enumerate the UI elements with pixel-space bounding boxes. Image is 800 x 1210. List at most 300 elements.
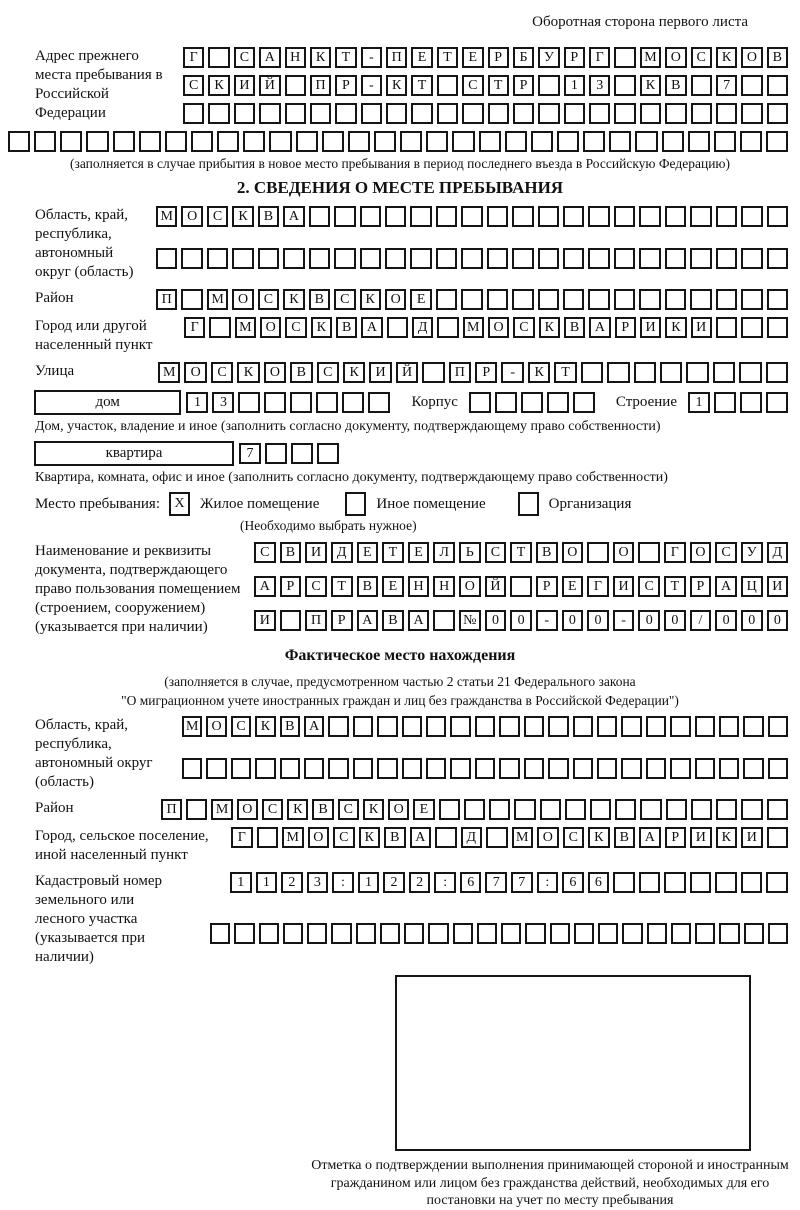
form-cell: В: [309, 289, 330, 310]
form-cell: У: [538, 47, 559, 68]
previous-address-row-3: [183, 103, 788, 124]
form-cell: [280, 610, 302, 631]
form-cell: [621, 758, 641, 779]
form-cell: [512, 289, 533, 310]
form-cell: [691, 799, 712, 820]
form-cell: [716, 206, 737, 227]
form-cell: [573, 758, 593, 779]
form-cell: [487, 206, 508, 227]
field-actual-district: [35, 799, 788, 820]
form-cell: [234, 103, 255, 124]
form-cell: О: [690, 542, 712, 563]
form-cell: Т: [411, 75, 432, 96]
form-cell: [609, 131, 631, 152]
form-cell: П: [310, 75, 331, 96]
form-cell: [436, 248, 457, 269]
form-cell: [285, 75, 306, 96]
form-cell: И: [640, 317, 661, 338]
form-cell: [739, 362, 761, 383]
form-cell: [453, 923, 473, 944]
form-cell: [259, 923, 279, 944]
cadastral-rows: [185, 872, 788, 967]
form-cell: С: [715, 542, 737, 563]
stroenie-cells: [688, 392, 788, 413]
form-cell: [719, 716, 739, 737]
form-cell: Т: [554, 362, 576, 383]
form-cell: -: [613, 610, 635, 631]
form-cell: [573, 392, 595, 413]
form-cell: О: [741, 47, 762, 68]
checkbox-residential: X: [169, 492, 190, 516]
form-cell: 0: [587, 610, 609, 631]
field-cadastral: [35, 872, 788, 967]
form-cell: [499, 716, 519, 737]
form-cell: [183, 103, 204, 124]
previous-address-caption: (заполняется в случае прибытия в новое место пребывания в период последнего въезда в Российскую Федерацию): [69, 156, 731, 171]
form-cell: [614, 206, 635, 227]
form-cell: [360, 248, 381, 269]
form-cell: [525, 923, 545, 944]
form-cell: С: [262, 799, 283, 820]
form-cell: [547, 392, 569, 413]
form-cell: [639, 206, 660, 227]
confirmation-stamp-box: [395, 975, 751, 1151]
apartment-cells: [239, 443, 339, 464]
form-cell: 2: [281, 872, 303, 893]
form-cell: [328, 758, 348, 779]
form-cell: [639, 248, 660, 269]
form-cell: [767, 317, 788, 338]
actual-city-label: Город, сельское поселение, иной населенный пункт: [35, 828, 209, 863]
form-cell: [435, 827, 457, 848]
form-cell: Е: [410, 289, 431, 310]
form-cell: [767, 206, 788, 227]
form-cell: [691, 103, 712, 124]
form-cell: [334, 248, 355, 269]
form-cell: В: [290, 362, 312, 383]
form-cell: К: [588, 827, 610, 848]
form-cell: [716, 799, 737, 820]
form-cell: [234, 923, 254, 944]
form-cell: Р: [564, 47, 585, 68]
form-cell: [334, 206, 355, 227]
form-cell: [639, 289, 660, 310]
form-cell: [495, 392, 517, 413]
form-cell: [564, 103, 585, 124]
form-cell: [139, 131, 161, 152]
form-cell: О: [308, 827, 330, 848]
city-row: [184, 317, 788, 338]
form-cell: С: [231, 716, 251, 737]
actual-location-caption-2: "О миграционном учете иностранных граждан и лиц без гражданства в Российской Федерации"): [121, 693, 679, 708]
form-cell: 3: [307, 872, 329, 893]
form-cell: [512, 248, 533, 269]
form-cell: Ь: [459, 542, 481, 563]
form-cell: [439, 799, 460, 820]
form-cell: [322, 131, 344, 152]
region-label: Область, край, республика, автономный округ (область): [35, 207, 134, 280]
form-cell: [767, 75, 788, 96]
form-cell: Н: [285, 47, 306, 68]
form-cell: [34, 131, 56, 152]
form-cell: [436, 289, 457, 310]
form-cell: [238, 392, 260, 413]
form-cell: 1: [230, 872, 252, 893]
form-cell: [411, 103, 432, 124]
form-cell: С: [285, 317, 306, 338]
form-cell: [550, 923, 570, 944]
form-cell: [741, 206, 762, 227]
form-cell: И: [690, 827, 712, 848]
form-cell: С: [462, 75, 483, 96]
form-cell: О: [613, 542, 635, 563]
form-cell: С: [338, 799, 359, 820]
form-cell: [156, 248, 177, 269]
form-cell: Г: [589, 47, 610, 68]
form-cell: О: [206, 716, 226, 737]
form-cell: [296, 131, 318, 152]
form-cell: 0: [664, 610, 686, 631]
form-cell: 0: [715, 610, 737, 631]
korpus-cells: [469, 392, 595, 413]
form-cell: 3: [212, 392, 234, 413]
form-cell: [563, 289, 584, 310]
form-cell: К: [716, 47, 737, 68]
form-cell: Е: [411, 47, 432, 68]
form-cell: [285, 103, 306, 124]
form-cell: [191, 131, 213, 152]
form-cell: [368, 392, 390, 413]
form-cell: И: [234, 75, 255, 96]
form-cell: М: [156, 206, 177, 227]
field-document: [35, 542, 788, 637]
form-cell: О: [232, 289, 253, 310]
form-cell: О: [665, 47, 686, 68]
district-row: [156, 289, 788, 310]
actual-district-label: Район: [35, 800, 74, 816]
form-cell: Т: [664, 576, 686, 597]
form-cell: :: [332, 872, 354, 893]
form-cell: [688, 131, 710, 152]
form-cell: [387, 317, 408, 338]
form-cell: Е: [382, 576, 404, 597]
form-cell: Н: [433, 576, 455, 597]
form-cell: М: [640, 47, 661, 68]
form-cell: [348, 131, 370, 152]
actual-region-row-1: [182, 716, 788, 751]
form-cell: [768, 758, 788, 779]
form-cell: К: [255, 716, 275, 737]
form-cell: [259, 103, 280, 124]
form-cell: [767, 289, 788, 310]
form-cell: [741, 872, 763, 893]
form-cell: Е: [408, 542, 430, 563]
form-cell: Д: [461, 827, 483, 848]
document-rows: [254, 542, 788, 637]
form-cell: [540, 799, 561, 820]
form-cell: В: [614, 827, 636, 848]
form-cell: [243, 131, 265, 152]
form-cell: [499, 758, 519, 779]
form-cell: Н: [408, 576, 430, 597]
form-cell: [538, 75, 559, 96]
form-cell: [614, 289, 635, 310]
form-cell: А: [639, 827, 661, 848]
form-cell: [488, 103, 509, 124]
form-cell: [597, 716, 617, 737]
form-cell: [264, 392, 286, 413]
form-cell: [766, 872, 788, 893]
form-cell: [450, 716, 470, 737]
form-cell: [531, 131, 553, 152]
form-cell: Й: [485, 576, 507, 597]
section2-title: 2. СВЕДЕНИЯ О МЕСТЕ ПРЕБЫВАНИЯ: [236, 178, 564, 197]
form-cell: Е: [462, 47, 483, 68]
form-cell: [8, 131, 30, 152]
form-cell: С: [183, 75, 204, 96]
form-cell: [304, 758, 324, 779]
document-row-3: [254, 610, 788, 637]
form-cell: 6: [460, 872, 482, 893]
form-cell: [475, 758, 495, 779]
form-cell: В: [382, 610, 404, 631]
form-cell: Р: [280, 576, 302, 597]
form-cell: [741, 799, 762, 820]
form-cell: И: [305, 542, 327, 563]
form-cell: [646, 716, 666, 737]
form-cell: С: [317, 362, 339, 383]
form-cell: [713, 362, 735, 383]
form-cell: 2: [383, 872, 405, 893]
form-cell: В: [536, 542, 558, 563]
form-cell: Е: [562, 576, 584, 597]
form-cell: [581, 362, 603, 383]
form-cell: Г: [183, 47, 204, 68]
form-cell: [598, 923, 618, 944]
form-cell: Р: [690, 576, 712, 597]
form-cell: О: [385, 289, 406, 310]
form-cell: [563, 248, 584, 269]
form-cell: 0: [741, 610, 763, 631]
stay-type-label: Место пребывания:: [35, 495, 160, 512]
form-cell: К: [716, 827, 738, 848]
form-cell: М: [463, 317, 484, 338]
form-cell: В: [280, 542, 302, 563]
form-cell: М: [512, 827, 534, 848]
form-cell: В: [767, 47, 788, 68]
cadastral-row-2: [210, 923, 788, 967]
apartment-caption: Квартира, комната, офис и иное (заполнить согласно документу, подтверждающему право собственности): [35, 470, 668, 485]
form-cell: М: [158, 362, 180, 383]
form-cell: 3: [589, 75, 610, 96]
form-cell: С: [207, 206, 228, 227]
form-cell: Т: [510, 542, 532, 563]
form-cell: 1: [358, 872, 380, 893]
field-street: [35, 362, 788, 383]
form-cell: Ц: [741, 576, 763, 597]
form-cell: Д: [331, 542, 353, 563]
city-label: Город или другой населенный пункт: [35, 318, 153, 353]
form-cell: [524, 716, 544, 737]
option-label-organization: Организация: [548, 495, 632, 512]
form-cell: [690, 206, 711, 227]
form-cell: О: [537, 827, 559, 848]
form-cell: 1: [186, 392, 208, 413]
form-cell: П: [449, 362, 471, 383]
form-cell: [660, 362, 682, 383]
form-cell: В: [384, 827, 406, 848]
form-cell: [450, 758, 470, 779]
form-cell: [436, 206, 457, 227]
form-cell: [335, 103, 356, 124]
form-cell: [622, 923, 642, 944]
form-cell: М: [207, 289, 228, 310]
form-cell: [766, 362, 788, 383]
form-cell: Г: [664, 542, 686, 563]
form-cell: [665, 103, 686, 124]
form-cell: 7: [716, 75, 737, 96]
form-cell: [647, 923, 667, 944]
form-cell: [505, 131, 527, 152]
form-cell: [588, 248, 609, 269]
form-cell: [475, 716, 495, 737]
form-cell: [469, 392, 491, 413]
form-cell: С: [334, 289, 355, 310]
form-cell: [538, 206, 559, 227]
form-cell: [538, 103, 559, 124]
form-cell: [671, 923, 691, 944]
form-cell: 0: [485, 610, 507, 631]
street-row: [158, 362, 788, 383]
form-cell: [744, 923, 764, 944]
form-cell: [428, 923, 448, 944]
form-cell: [548, 758, 568, 779]
form-cell: 0: [562, 610, 584, 631]
form-cell: [487, 248, 508, 269]
form-cell: [715, 872, 737, 893]
form-cell: П: [156, 289, 177, 310]
form-cell: [634, 362, 656, 383]
form-cell: В: [312, 799, 333, 820]
form-cell: А: [410, 827, 432, 848]
form-cell: [589, 103, 610, 124]
form-cell: И: [369, 362, 391, 383]
form-cell: Й: [396, 362, 418, 383]
form-cell: С: [513, 317, 534, 338]
form-cell: [767, 827, 789, 848]
form-cell: [743, 716, 763, 737]
form-cell: [206, 758, 226, 779]
form-cell: [741, 317, 762, 338]
form-cell: Т: [488, 75, 509, 96]
form-cell: [269, 131, 291, 152]
form-cell: Е: [413, 799, 434, 820]
form-cell: [385, 248, 406, 269]
form-cell: [665, 289, 686, 310]
form-cell: [573, 716, 593, 737]
form-cell: [621, 716, 641, 737]
form-cell: В: [280, 716, 300, 737]
form-cell: [583, 131, 605, 152]
form-cell: [426, 716, 446, 737]
field-district: [35, 289, 788, 310]
form-cell: А: [715, 576, 737, 597]
form-cell: [512, 206, 533, 227]
form-cell: [640, 799, 661, 820]
actual-region-row-2: [182, 758, 788, 793]
form-cell: [461, 206, 482, 227]
form-cell: -: [361, 47, 382, 68]
form-cell: [113, 131, 135, 152]
actual-district-row: [161, 799, 788, 820]
form-cell: [353, 758, 373, 779]
form-cell: О: [488, 317, 509, 338]
form-cell: -: [501, 362, 523, 383]
form-cell: [607, 362, 629, 383]
form-cell: [524, 758, 544, 779]
checkbox-organization: [518, 492, 539, 516]
form-cell: [665, 248, 686, 269]
form-cell: [538, 289, 559, 310]
form-cell: [695, 923, 715, 944]
form-cell: [565, 799, 586, 820]
form-cell: [716, 289, 737, 310]
form-cell: Д: [412, 317, 433, 338]
form-cell: [741, 103, 762, 124]
form-cell: [719, 758, 739, 779]
form-cell: Р: [335, 75, 356, 96]
form-cell: У: [741, 542, 763, 563]
form-cell: [719, 923, 739, 944]
option-label-residential: Жилое помещение: [200, 495, 320, 512]
form-cell: В: [665, 75, 686, 96]
form-cell: [462, 103, 483, 124]
form-cell: [186, 799, 207, 820]
form-cell: [638, 542, 660, 563]
form-cell: [258, 248, 279, 269]
form-cell: [86, 131, 108, 152]
field-city: [35, 317, 788, 355]
form-cell: А: [259, 47, 280, 68]
form-cell: 1: [564, 75, 585, 96]
form-cell: [165, 131, 187, 152]
actual-location-title: Фактическое место нахождения: [284, 647, 516, 664]
form-cell: :: [434, 872, 456, 893]
street-label: Улица: [35, 363, 75, 379]
form-cell: [670, 716, 690, 737]
stay-type-note: (Необходимо выбрать нужное): [240, 518, 417, 533]
form-cell: А: [408, 610, 430, 631]
form-cell: С: [638, 576, 660, 597]
form-cell: С: [563, 827, 585, 848]
form-cell: [513, 103, 534, 124]
form-cell: О: [184, 362, 206, 383]
form-cell: И: [254, 610, 276, 631]
form-cell: О: [264, 362, 286, 383]
form-cell: [452, 131, 474, 152]
form-cell: [538, 248, 559, 269]
previous-address-row-2: [183, 75, 788, 96]
form-cell: С: [211, 362, 233, 383]
form-cell: [207, 248, 228, 269]
form-cell: [461, 289, 482, 310]
form-cell: Т: [331, 576, 353, 597]
form-cell: К: [386, 75, 407, 96]
form-cell: [766, 131, 788, 152]
field-previous-address: [35, 47, 788, 124]
form-cell: [410, 248, 431, 269]
actual-region-label: Область, край, республика, автономный округ (область): [35, 717, 153, 790]
